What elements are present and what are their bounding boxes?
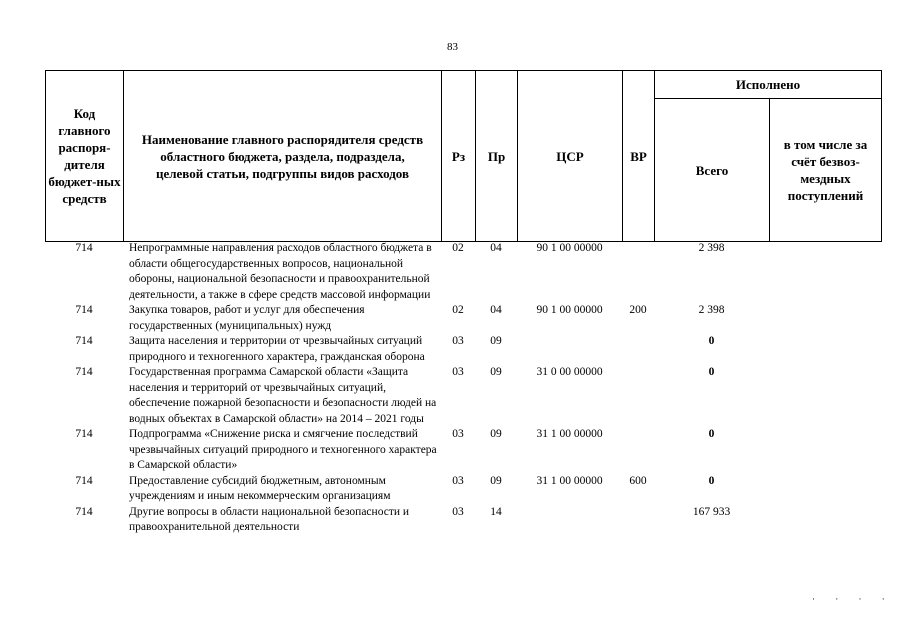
cell-pr: 09: [490, 474, 502, 487]
cell-total: 167 933: [692, 505, 731, 518]
cell-pr: 04: [490, 304, 502, 316]
cell-gratuitous: [769, 365, 881, 427]
cell-gratuitous: [769, 474, 881, 505]
cell-code: 714: [75, 335, 93, 347]
header-gratuitous: в том числе за счёт безвоз-мездных поступлений: [770, 99, 882, 242]
cell-total: 0: [708, 474, 715, 487]
cell-code: 714: [75, 474, 93, 487]
cell-gratuitous: [769, 505, 881, 536]
cell-name: Защита населения и территории от чрезвычайных ситуаций природного и техногенного характера, гражданская оборона: [129, 335, 425, 363]
header-rz: Рз: [442, 71, 476, 242]
cell-vr: 600: [629, 474, 647, 487]
cell-csr: 90 1 00 00000: [536, 304, 603, 316]
header-name: Наименование главного распорядителя средств областного бюджета, раздела, подраздела, целевой статьи, подгруппы видов расходов: [124, 71, 442, 242]
cell-code: 714: [75, 505, 93, 518]
cell-rz: 02: [452, 242, 464, 254]
cell-vr: [622, 241, 654, 303]
cell-csr: 31 1 00 00000: [536, 474, 603, 487]
cell-rz: 03: [452, 474, 464, 487]
cell-rz: 02: [452, 304, 464, 316]
cell-name: Другие вопросы в области национальной безопасности и правоохранительной деятельности: [129, 505, 410, 533]
cell-vr: [622, 334, 654, 365]
header-vr: ВР: [623, 71, 655, 242]
table-header: [45, 70, 882, 242]
cell-pr: 09: [490, 335, 502, 347]
cell-vr: [622, 505, 654, 536]
cell-total: 2 398: [698, 242, 725, 254]
cell-name: Государственная программа Самарской области «Защита населения и территорий от чрезвычайных ситуаций, обеспечение пожарной безопасности и безопасности людей на водных объектах в Самарской области» на 2014 – 2021 годы: [129, 366, 437, 425]
cell-gratuitous: [769, 334, 881, 365]
cell-csr: 31 0 00 00000: [536, 366, 603, 378]
cell-pr: 04: [490, 242, 502, 254]
cell-total: 0: [708, 366, 715, 378]
cell-code: 714: [75, 366, 93, 378]
cell-code: 714: [75, 242, 93, 254]
cell-vr: [622, 365, 654, 427]
cell-total: 0: [708, 428, 715, 440]
table-row: [45, 303, 881, 334]
cell-csr: [517, 505, 622, 536]
table-row: [45, 334, 881, 365]
cell-pr: 09: [490, 366, 502, 378]
cell-name: Подпрограмма «Снижение риска и смягчение последствий чрезвычайных ситуаций природного и техногенного характера в Самарской области»: [129, 428, 437, 471]
cell-vr: [622, 427, 654, 474]
table-row: [45, 427, 881, 474]
page-number: 83: [447, 41, 458, 53]
cell-csr: 31 1 00 00000: [536, 428, 603, 440]
table-row: [45, 505, 881, 536]
header-executed: Исполнено: [655, 71, 882, 99]
scan-artifact: · · · ·: [812, 594, 894, 604]
header-code: Код главного распоря-дителя бюджет-ных средств: [46, 71, 124, 242]
header-pr: Пр: [476, 71, 518, 242]
header-csr: ЦСР: [518, 71, 623, 242]
cell-gratuitous: [769, 303, 881, 334]
cell-csr: 90 1 00 00000: [536, 242, 603, 254]
table-row: [45, 365, 881, 427]
table-row: [45, 474, 881, 505]
cell-total: 2 398: [698, 304, 725, 316]
cell-name: Предоставление субсидий бюджетным, автономным учреждениям и иным некоммерческим организациям: [129, 474, 391, 502]
cell-name: Закупка товаров, работ и услуг для обеспечения государственных (муниципальных) нужд: [129, 304, 365, 332]
table-body: [45, 241, 881, 536]
cell-total: 0: [708, 335, 715, 347]
cell-name: Непрограммные направления расходов областного бюджета в области общегосударственных вопросов, национальной обороны, национальной безопасности и правоохранительной деятельности, а также в сфере средств массовой информации: [129, 242, 432, 301]
cell-rz: 03: [452, 335, 464, 347]
cell-gratuitous: [769, 427, 881, 474]
cell-pr: 09: [490, 428, 502, 440]
header-total: Всего: [655, 99, 770, 242]
table-row: [45, 241, 881, 303]
cell-rz: 03: [452, 366, 464, 378]
cell-code: 714: [75, 428, 93, 440]
cell-pr: 14: [490, 505, 502, 518]
cell-gratuitous: [769, 241, 881, 303]
cell-rz: 03: [452, 505, 464, 518]
cell-code: 714: [75, 304, 93, 316]
cell-csr: [517, 334, 622, 365]
cell-rz: 03: [452, 428, 464, 440]
cell-vr: 200: [629, 304, 647, 316]
data-table: [45, 241, 881, 536]
